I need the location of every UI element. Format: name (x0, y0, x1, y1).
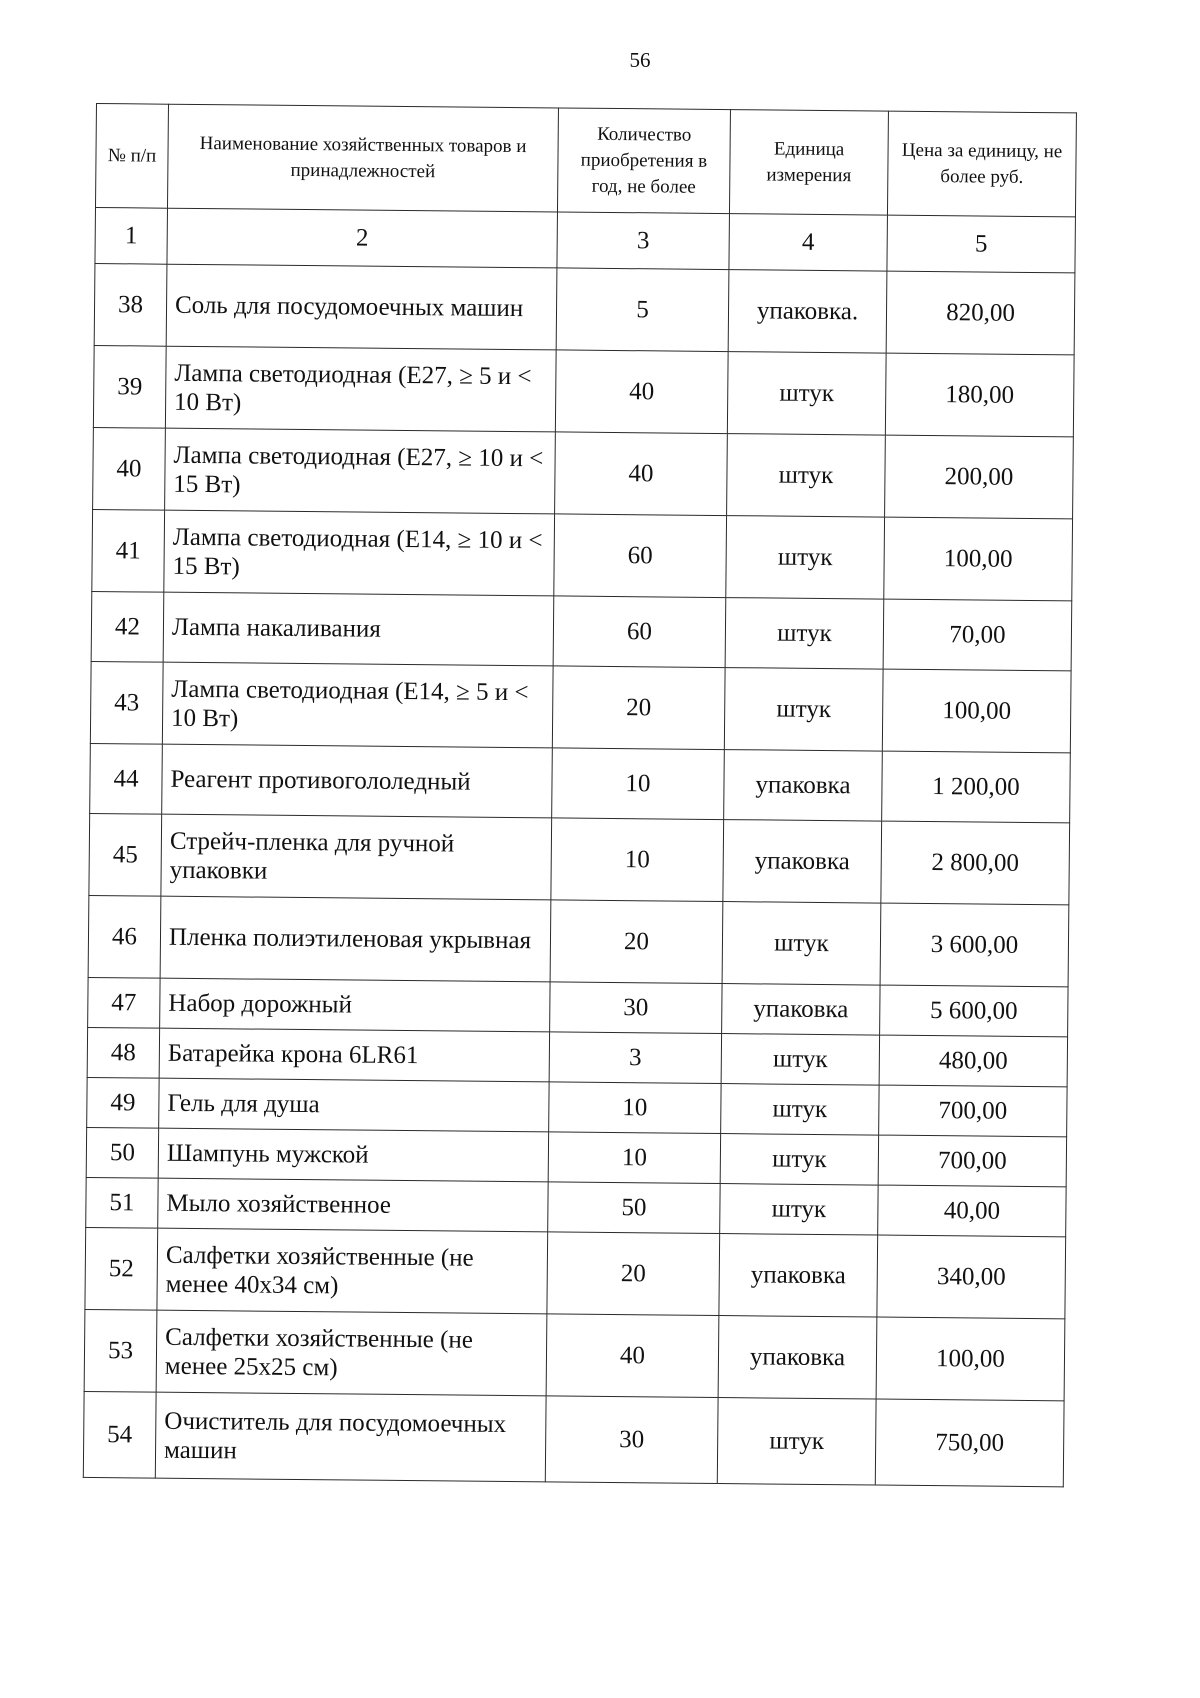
item-unit: штук (722, 902, 881, 986)
item-price: 180,00 (885, 353, 1074, 437)
item-unit: упаковка (719, 1234, 878, 1318)
item-quantity: 5 (556, 268, 729, 352)
item-quantity: 10 (552, 748, 725, 820)
item-name: Лампа светодиодная (Е27, ≥ 10 и < 15 Вт) (165, 428, 556, 514)
item-quantity: 20 (547, 1232, 720, 1316)
item-quantity: 10 (549, 1082, 721, 1134)
item-quantity: 20 (552, 666, 725, 750)
item-price: 700,00 (878, 1135, 1066, 1187)
header-row (95, 104, 1076, 217)
item-unit: упаковка. (728, 270, 887, 354)
row-number: 42 (91, 591, 164, 662)
item-name: Реагент противогололедный (162, 744, 553, 818)
item-price: 70,00 (883, 599, 1072, 671)
item-name: Салфетки хозяйственные (не менее 40х34 см) (157, 1228, 548, 1314)
row-number: 48 (87, 1027, 159, 1078)
goods-table-wrapper (83, 103, 1077, 1487)
item-price: 700,00 (879, 1085, 1067, 1137)
table-row (84, 1309, 1065, 1400)
item-name: Салфетки хозяйственные (не менее 25х25 см) (156, 1310, 547, 1396)
item-unit: упаковка (723, 820, 882, 904)
item-unit: штук (724, 668, 883, 752)
table-row (88, 895, 1069, 986)
table-row (91, 591, 1072, 670)
row-number: 45 (89, 813, 162, 896)
row-number: 40 (93, 427, 166, 510)
item-name: Лампа светодиодная (Е14, ≥ 10 и < 15 Вт) (164, 510, 555, 596)
item-price: 40,00 (878, 1185, 1066, 1237)
row-number: 53 (84, 1309, 157, 1392)
table-row (83, 1391, 1064, 1486)
item-unit: упаковка (724, 750, 883, 822)
item-name: Лампа светодиодная (Е14, ≥ 5 и < 10 Вт) (162, 662, 553, 748)
row-number: 51 (86, 1177, 158, 1228)
item-unit: штук (720, 1184, 878, 1236)
item-quantity: 40 (555, 350, 728, 434)
item-price: 2 800,00 (881, 821, 1070, 905)
item-quantity: 20 (550, 900, 723, 984)
item-price: 340,00 (877, 1235, 1066, 1319)
item-unit: упаковка (722, 984, 880, 1036)
item-unit: штук (721, 1084, 879, 1136)
row-number: 44 (90, 743, 163, 814)
row-number: 46 (88, 895, 161, 978)
row-number: 41 (92, 509, 165, 592)
table-row (92, 509, 1073, 600)
header-num: № п/п (95, 104, 168, 209)
item-price: 200,00 (885, 435, 1074, 519)
header-price: Цена за единицу, не более руб. (887, 111, 1076, 217)
item-quantity: 10 (548, 1132, 720, 1184)
item-price: 100,00 (882, 669, 1071, 753)
table-row (94, 263, 1075, 354)
item-price: 5 600,00 (880, 985, 1068, 1037)
item-name: Стрейч-пленка для ручной упаковки (161, 814, 552, 900)
item-quantity: 3 (549, 1032, 721, 1084)
page-number: 56 (629, 48, 651, 72)
row-number: 54 (83, 1391, 156, 1478)
item-name: Лампа светодиодная (Е27, ≥ 5 и < 10 Вт) (165, 346, 556, 432)
item-name: Пленка полиэтиленовая укрывная (160, 896, 551, 982)
row-number: 52 (85, 1227, 158, 1310)
column-index-4: 4 (729, 214, 888, 272)
column-index-1: 1 (95, 207, 168, 264)
item-unit: штук (725, 598, 884, 670)
item-name: Гель для душа (159, 1078, 549, 1132)
header-unit: Единица измерения (729, 110, 888, 216)
row-number: 47 (88, 977, 160, 1028)
item-quantity: 30 (545, 1396, 718, 1484)
row-number: 50 (86, 1127, 158, 1178)
item-name: Батарейка крона 6LR61 (159, 1028, 549, 1082)
column-index-2: 2 (167, 208, 558, 268)
item-unit: штук (717, 1398, 876, 1486)
item-unit: упаковка (718, 1316, 877, 1400)
item-unit: штук (720, 1134, 878, 1186)
item-price: 100,00 (884, 517, 1073, 601)
item-unit: штук (726, 516, 885, 600)
item-quantity: 60 (553, 596, 726, 668)
item-unit: штук (727, 434, 886, 518)
column-index-row (95, 207, 1075, 272)
item-quantity: 50 (548, 1182, 720, 1234)
table-row (85, 1227, 1066, 1318)
item-name: Шампунь мужской (158, 1128, 548, 1182)
header-qty: Количество приобретения в год, не более (557, 108, 730, 214)
item-quantity: 30 (550, 982, 722, 1034)
row-number: 39 (93, 345, 166, 428)
goods-table (83, 103, 1077, 1487)
item-name: Соль для посудомоечных машин (166, 264, 557, 350)
item-name: Лампа накаливания (163, 592, 554, 666)
row-number: 43 (90, 661, 163, 744)
item-unit: штук (727, 352, 886, 436)
column-index-5: 5 (887, 215, 1076, 273)
item-quantity: 40 (555, 432, 728, 516)
item-price: 3 600,00 (880, 903, 1069, 987)
item-price: 750,00 (875, 1399, 1064, 1487)
row-number: 38 (94, 263, 167, 346)
item-name: Очиститель для посудомоечных машин (155, 1392, 546, 1482)
item-price: 820,00 (886, 271, 1075, 355)
item-name: Мыло хозяйственное (158, 1178, 548, 1232)
item-quantity: 40 (546, 1314, 719, 1398)
item-quantity: 10 (551, 818, 724, 902)
item-price: 480,00 (879, 1035, 1067, 1087)
row-number: 49 (87, 1077, 159, 1128)
item-quantity: 60 (554, 514, 727, 598)
column-index-3: 3 (557, 212, 730, 270)
table-row (93, 345, 1074, 436)
item-unit: штук (721, 1034, 879, 1086)
header-name: Наименование хозяйственных товаров и принадлежностей (167, 104, 558, 212)
table-row (90, 661, 1071, 752)
table-row (89, 813, 1070, 904)
table-row (90, 743, 1071, 822)
item-name: Набор дорожный (160, 978, 550, 1032)
item-price: 100,00 (876, 1317, 1065, 1401)
table-row (93, 427, 1074, 518)
item-price: 1 200,00 (882, 751, 1071, 823)
